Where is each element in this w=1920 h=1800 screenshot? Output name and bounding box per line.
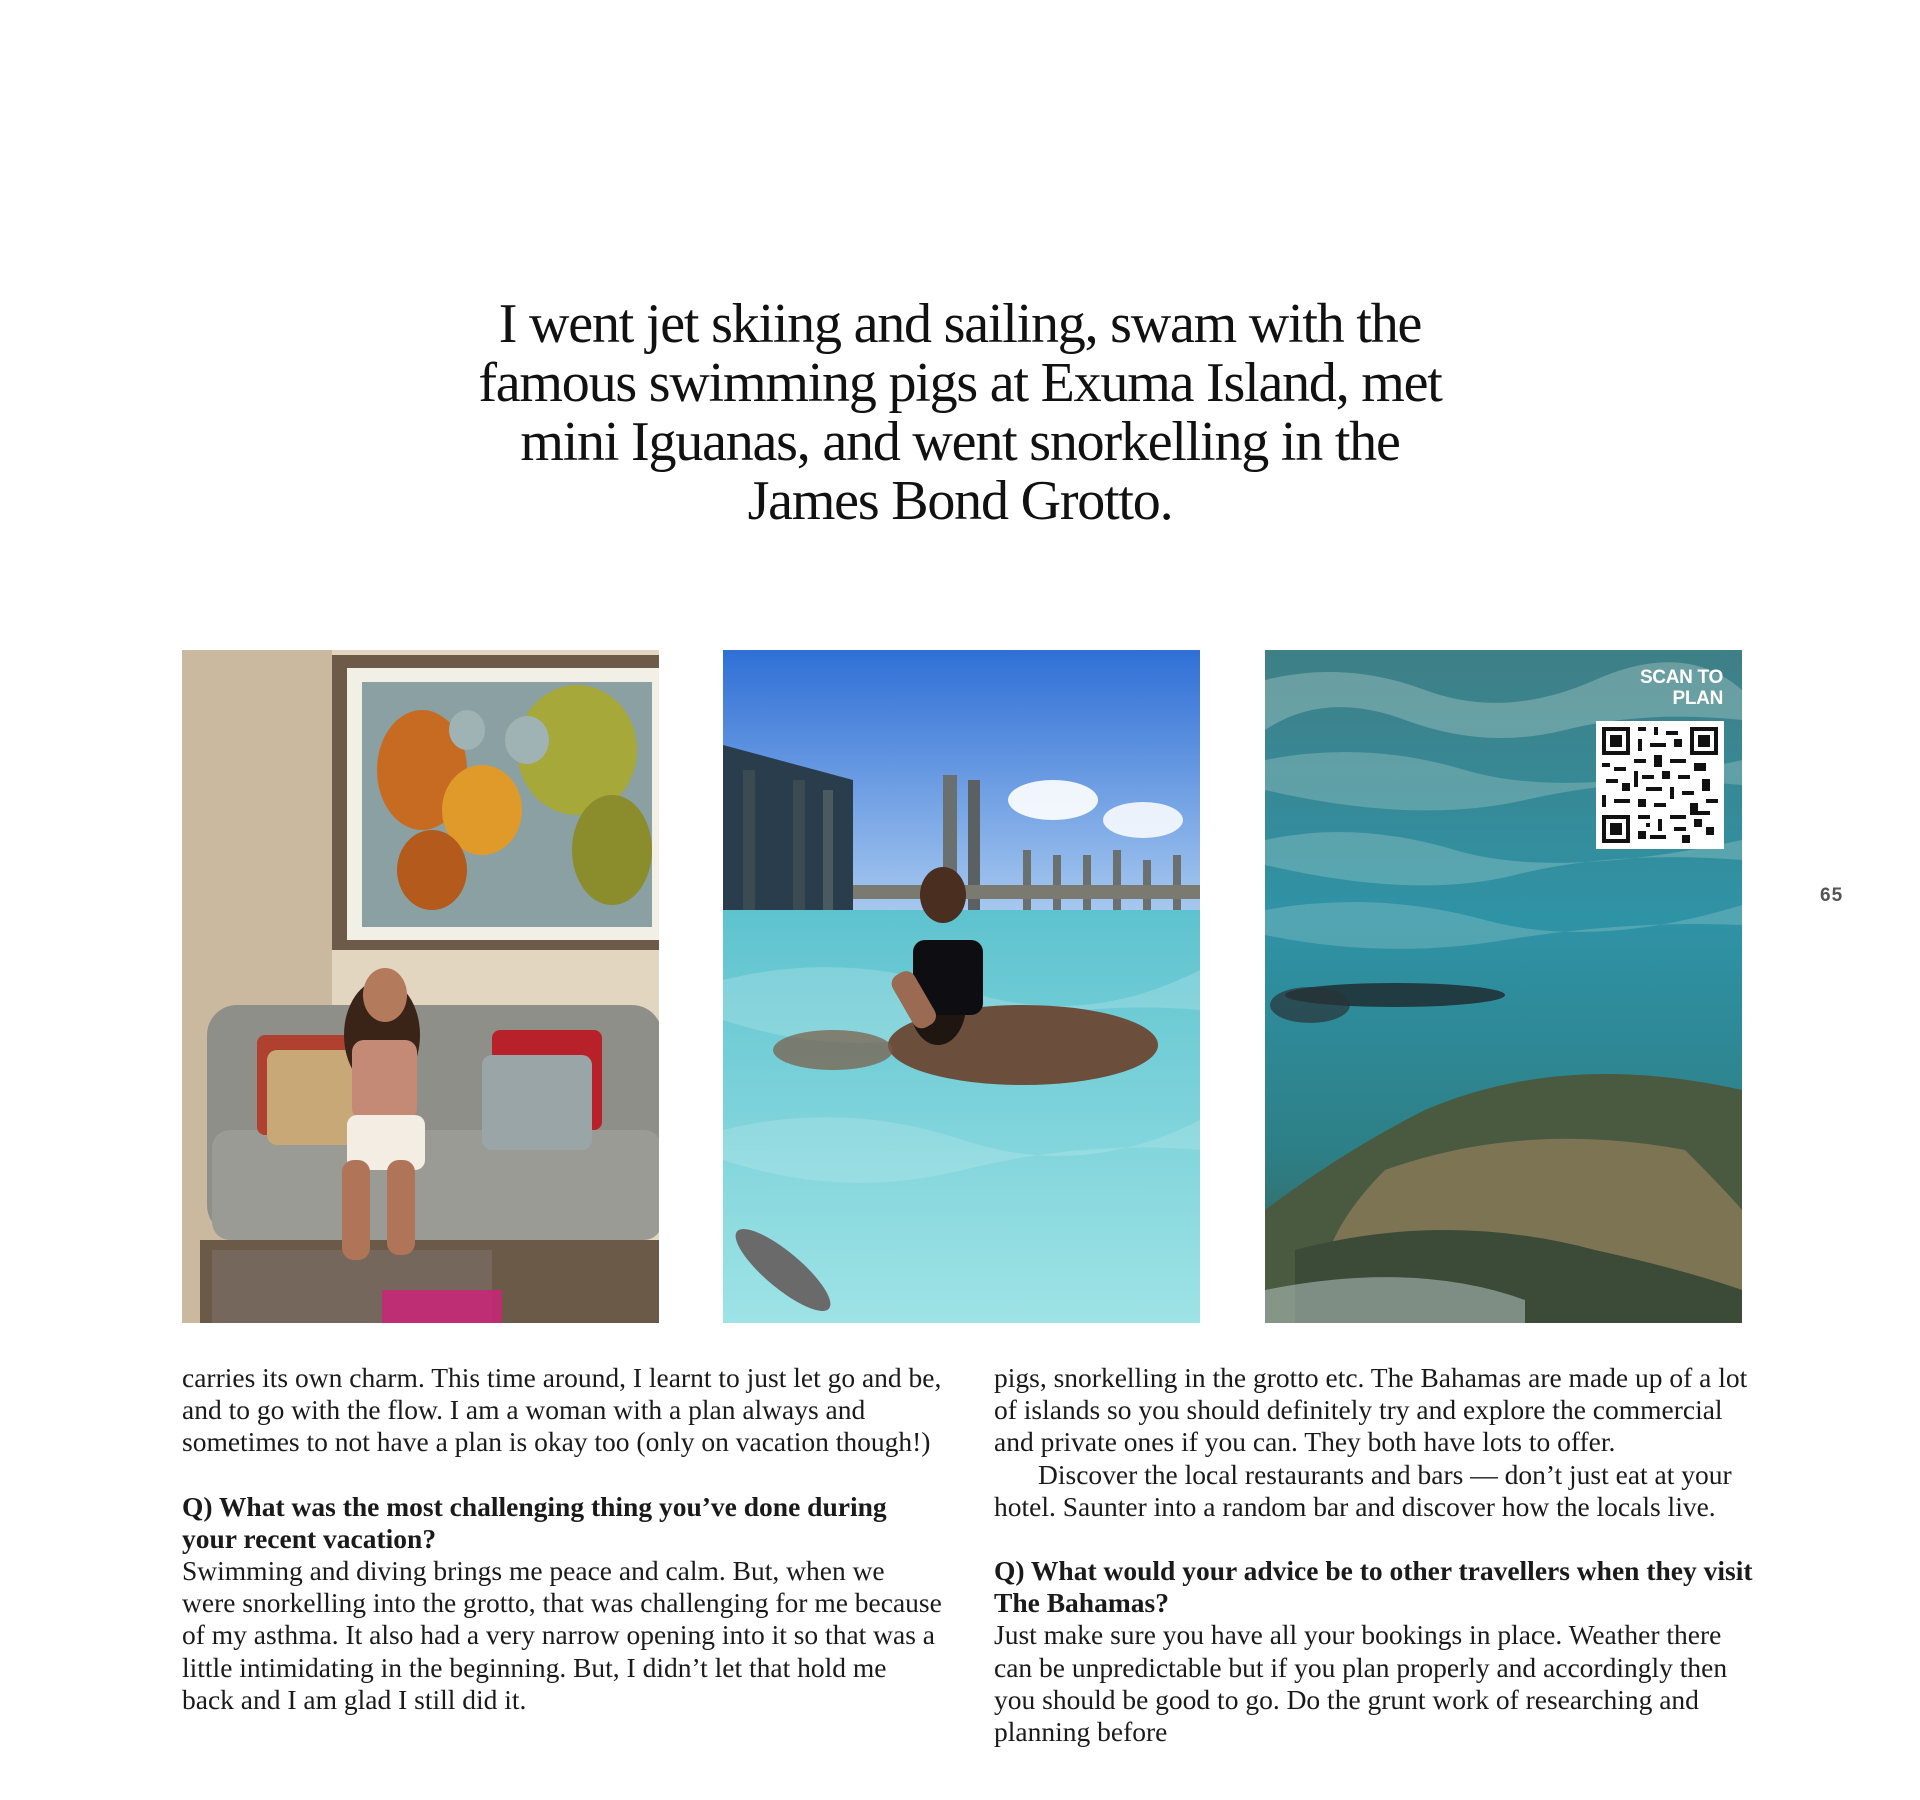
pull-quote-line-4: James Bond Grotto. [747,470,1173,532]
hotel-room-illustration [182,650,659,1323]
qr-code-pattern [1602,727,1718,843]
right-paragraph-1: pigs, snorkelling in the grotto etc. The Bahamas are made up of a lot of islands so you should definitely try and explore the commercial and private ones if you can. They both have lots to offer. [994,1362,1748,1458]
qr-code-icon[interactable] [1596,721,1724,849]
right-column [994,1362,1754,1748]
pull-quote-line-3: mini Iguanas, and went snorkelling in the [520,411,1400,473]
left-paragraph-1: carries its own charm. This time around, I learnt to just let go and be, and to go with the flow. I am a woman with a plan always and sometimes to not have a plan is okay too (only on vacation though!) [182,1362,942,1458]
pull-quote-line-1: I went jet skiing and sailing, swam with the [498,293,1422,355]
answer-challenging: Swimming and diving brings me peace and calm. But, when we were snorkelling into the grotto, that was challenging for me because of my asthma. It also had a very narrow opening into it so that was a little intimidating in the beginning. But, I didn’t let that hold me back and I am glad I still did it. [182,1555,942,1715]
scan-label-line-2: PLAN [1672,688,1723,709]
shark-swim-illustration [723,650,1200,1323]
page-number: 65 [1820,885,1844,906]
paragraph-gap [182,1459,942,1491]
scan-to-plan-label [1640,667,1723,709]
paragraph-gap [994,1523,1754,1555]
photo-shark-swim [723,650,1200,1323]
pull-quote-line-2: famous swimming pigs at Exuma Island, met [478,352,1442,414]
photo-underwater [1265,650,1742,1323]
question-challenging: Q) What was the most challenging thing you’ve done during your recent vacation? [182,1490,887,1554]
photo-hotel-room [182,650,659,1323]
scan-label-line-1: SCAN TO [1639,667,1723,688]
pull-quote [380,295,1540,531]
left-column [182,1362,942,1716]
question-advice: Q) What would your advice be to other travellers when they visit The Bahamas? [994,1555,1753,1619]
right-paragraph-2: Discover the local restaurants and bars — don’t just eat at your hotel. Saunter into a random bar and discover how the locals live. [994,1458,1732,1522]
answer-advice: Just make sure you have all your bookings in place. Weather there can be unpredictable but if you plan properly and accordingly then you should be good to go. Do the grunt work of researching and planning before [994,1619,1728,1748]
